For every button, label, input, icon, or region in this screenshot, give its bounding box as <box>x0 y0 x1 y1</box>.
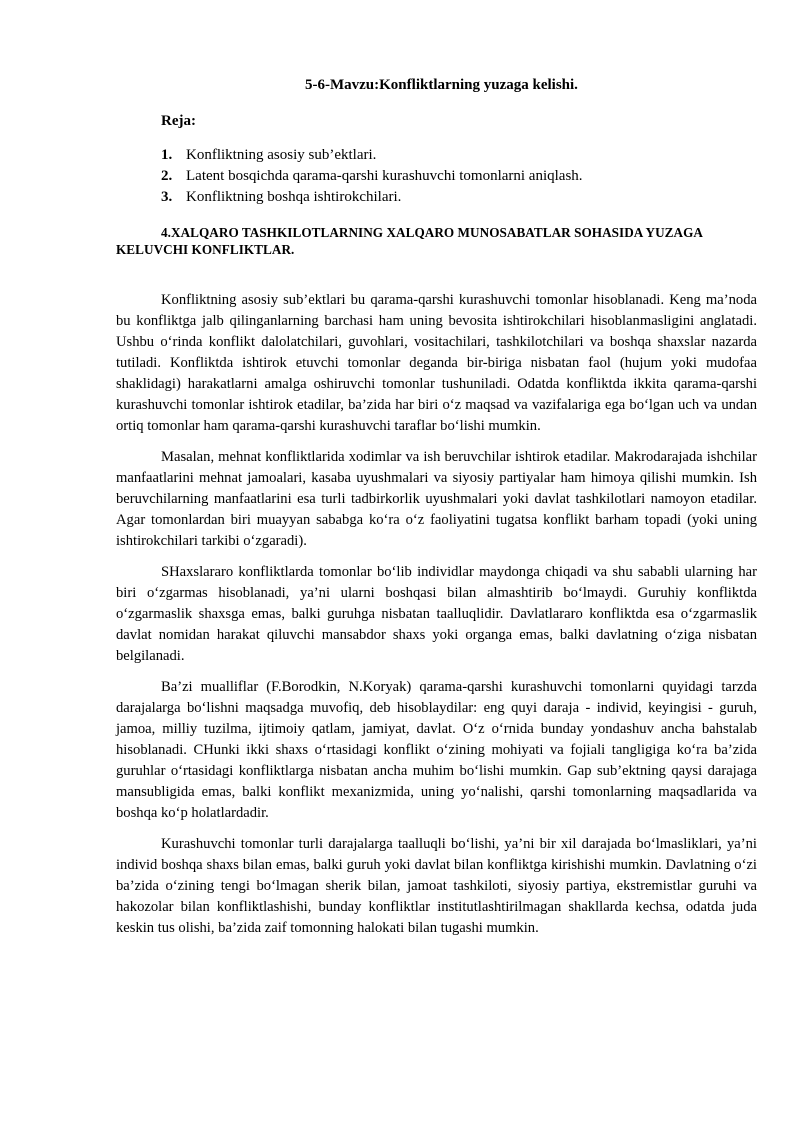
plan-item <box>161 166 583 187</box>
paragraph: Konfliktning asosiy sub’ektlari bu qarama-qarshi kurashuvchi tomonlar hisoblanadi. Keng ma’noda bu konfliktga jalb qilinganlarning barchasi ham uning bevosita ishtirokchilari hisoblanmasligini anglatadi. Ushbu o‘rinda konflikt dalolatchilari, guvohlari, vositachilari, tashkilotchilari va boshqa shaxslar nazarda tutiladi. Konfliktda ishtirok etuvchi tomonlar deganda bir-biriga nisbatan faol (hujum yoki mudofaa shaklidagi) harakatlarni amalga oshiruvchi tomonlar tushuniladi. Odatda konfliktda ikkita qarama-qarshi kurashuvchi tomonlar ishtirok etadilar, ba’zida har biri o‘z maqsad va vazifalariga ega bo‘lgan uch va undan ortiq tomonlar ham qarama-qarshi kurashuvchi taraflar bo‘lishi mumkin. <box>116 292 757 434</box>
plan-item-number: 2. <box>161 168 173 184</box>
plan-item <box>161 145 583 166</box>
section-heading: 4.XALQARO TASHKILOTLARNING XALQARO MUNOSABATLAR SOHASIDA YUZAGA KELUVCHI KONFLIKTLAR. <box>116 225 703 257</box>
plan-item-text: Konfliktning asosiy sub’ektlari. <box>186 147 377 163</box>
page-title: 5-6-Mavzu:Konfliktlarning yuzaga kelishi. <box>305 77 578 93</box>
plan-list <box>161 145 583 208</box>
paragraph: Ba’zi mualliflar (F.Borodkin, N.Koryak) qarama-qarshi kurashuvchi tomonlarni quyidagi tarzda darajalarga bo‘lishni maqsadga muvofiq, deb hisoblaydilar: eng quyi daraja - individ, keyingisi - guruh, jamoa, milliy tuzilma, ijtimoiy qatlam, jamiyat, davlat. O‘z o‘rnida bunday yondashuv ancha bahstalab hisoblanadi. CHunki ikki shaxs o‘rtasidagi konflikt o‘zining mohiyati va fojiali tangligiga ko‘ra ba’zida guruhlar o‘rtasidagi konfliktlarga nisbatan ancha muhim bo‘lishi mumkin. Gap sub’ektning qaysi darajaga mansubligida emas, balki konflikt mexanizmida, uning yo‘nalishi, qarshi tomonlarning maqsadlarida va boshqa ko‘p holatlardadir. <box>116 679 757 821</box>
plan-item-number: 1. <box>161 147 173 163</box>
plan-heading: Reja: <box>161 113 196 129</box>
paragraph: Masalan, mehnat konfliktlarida xodimlar va ish beruvchilar ishtirok etadilar. Makrodarajada ishchilar manfaatlarini mehnat jamoalari, kasaba uyushmalari va siyosiy partiyalar ham himoya qilishi mumkin. Ish beruvchilarning manfaatlarini esa turli tadbirkorlik uyushmalari yoki davlat tashkilotlari namoyon etadilar. Agar tomonlardan biri muayyan sababga ko‘ra o‘z faoliyatini tugatsa konflikt barham topadi (yoki uning ishtirokchilari tarkibi o‘zgaradi). <box>116 449 757 549</box>
plan-item-number: 3. <box>161 189 173 205</box>
paragraph: Kurashuvchi tomonlar turli darajalarga taalluqli bo‘lishi, ya’ni bir xil darajada bo‘lmasliklari, ya’ni individ boshqa shaxs bilan emas, balki guruh yoki davlat bilan konfliktga kirishishi mumkin. Davlatning o‘zi ba’zida o‘zining tengi bo‘lmagan sherik bilan, jamoat tashkiloti, siyosiy partiya, ekstremistlar guruhi va hakozolar bilan konfliktlashishi, bunday konfliktlar institutlashtirilmagan shakllarda kechsa, odatda juda keskin tus olishi, ba’zida zaif tomonning halokati bilan tugashi mumkin. <box>116 836 757 936</box>
plan-item <box>161 187 583 208</box>
plan-item-text: Latent bosqichda qarama-qarshi kurashuvchi tomonlarni aniqlash. <box>186 168 583 184</box>
paragraph: SHaxslararo konfliktlarda tomonlar bo‘lib individlar maydonga chiqadi va shu sababli ularning har biri o‘zgarmas hisoblanadi, ya’ni ularni boshqasi bilan almashtirib bo‘lmaydi. Guruhiy konfliktda o‘zgarmaslik shaxsga emas, balki guruhga nisbatan taalluqlidir. Davlatlararo konfliktda esa o‘zgarmaslik davlat nomidan harakat qiluvchi mansabdor shaxs yoki organga emas, balki davlatning o‘ziga nisbatan belgilanadi. <box>116 564 757 664</box>
plan-item-text: Konfliktning boshqa ishtirokchilari. <box>186 189 402 205</box>
body-text <box>116 290 757 949</box>
